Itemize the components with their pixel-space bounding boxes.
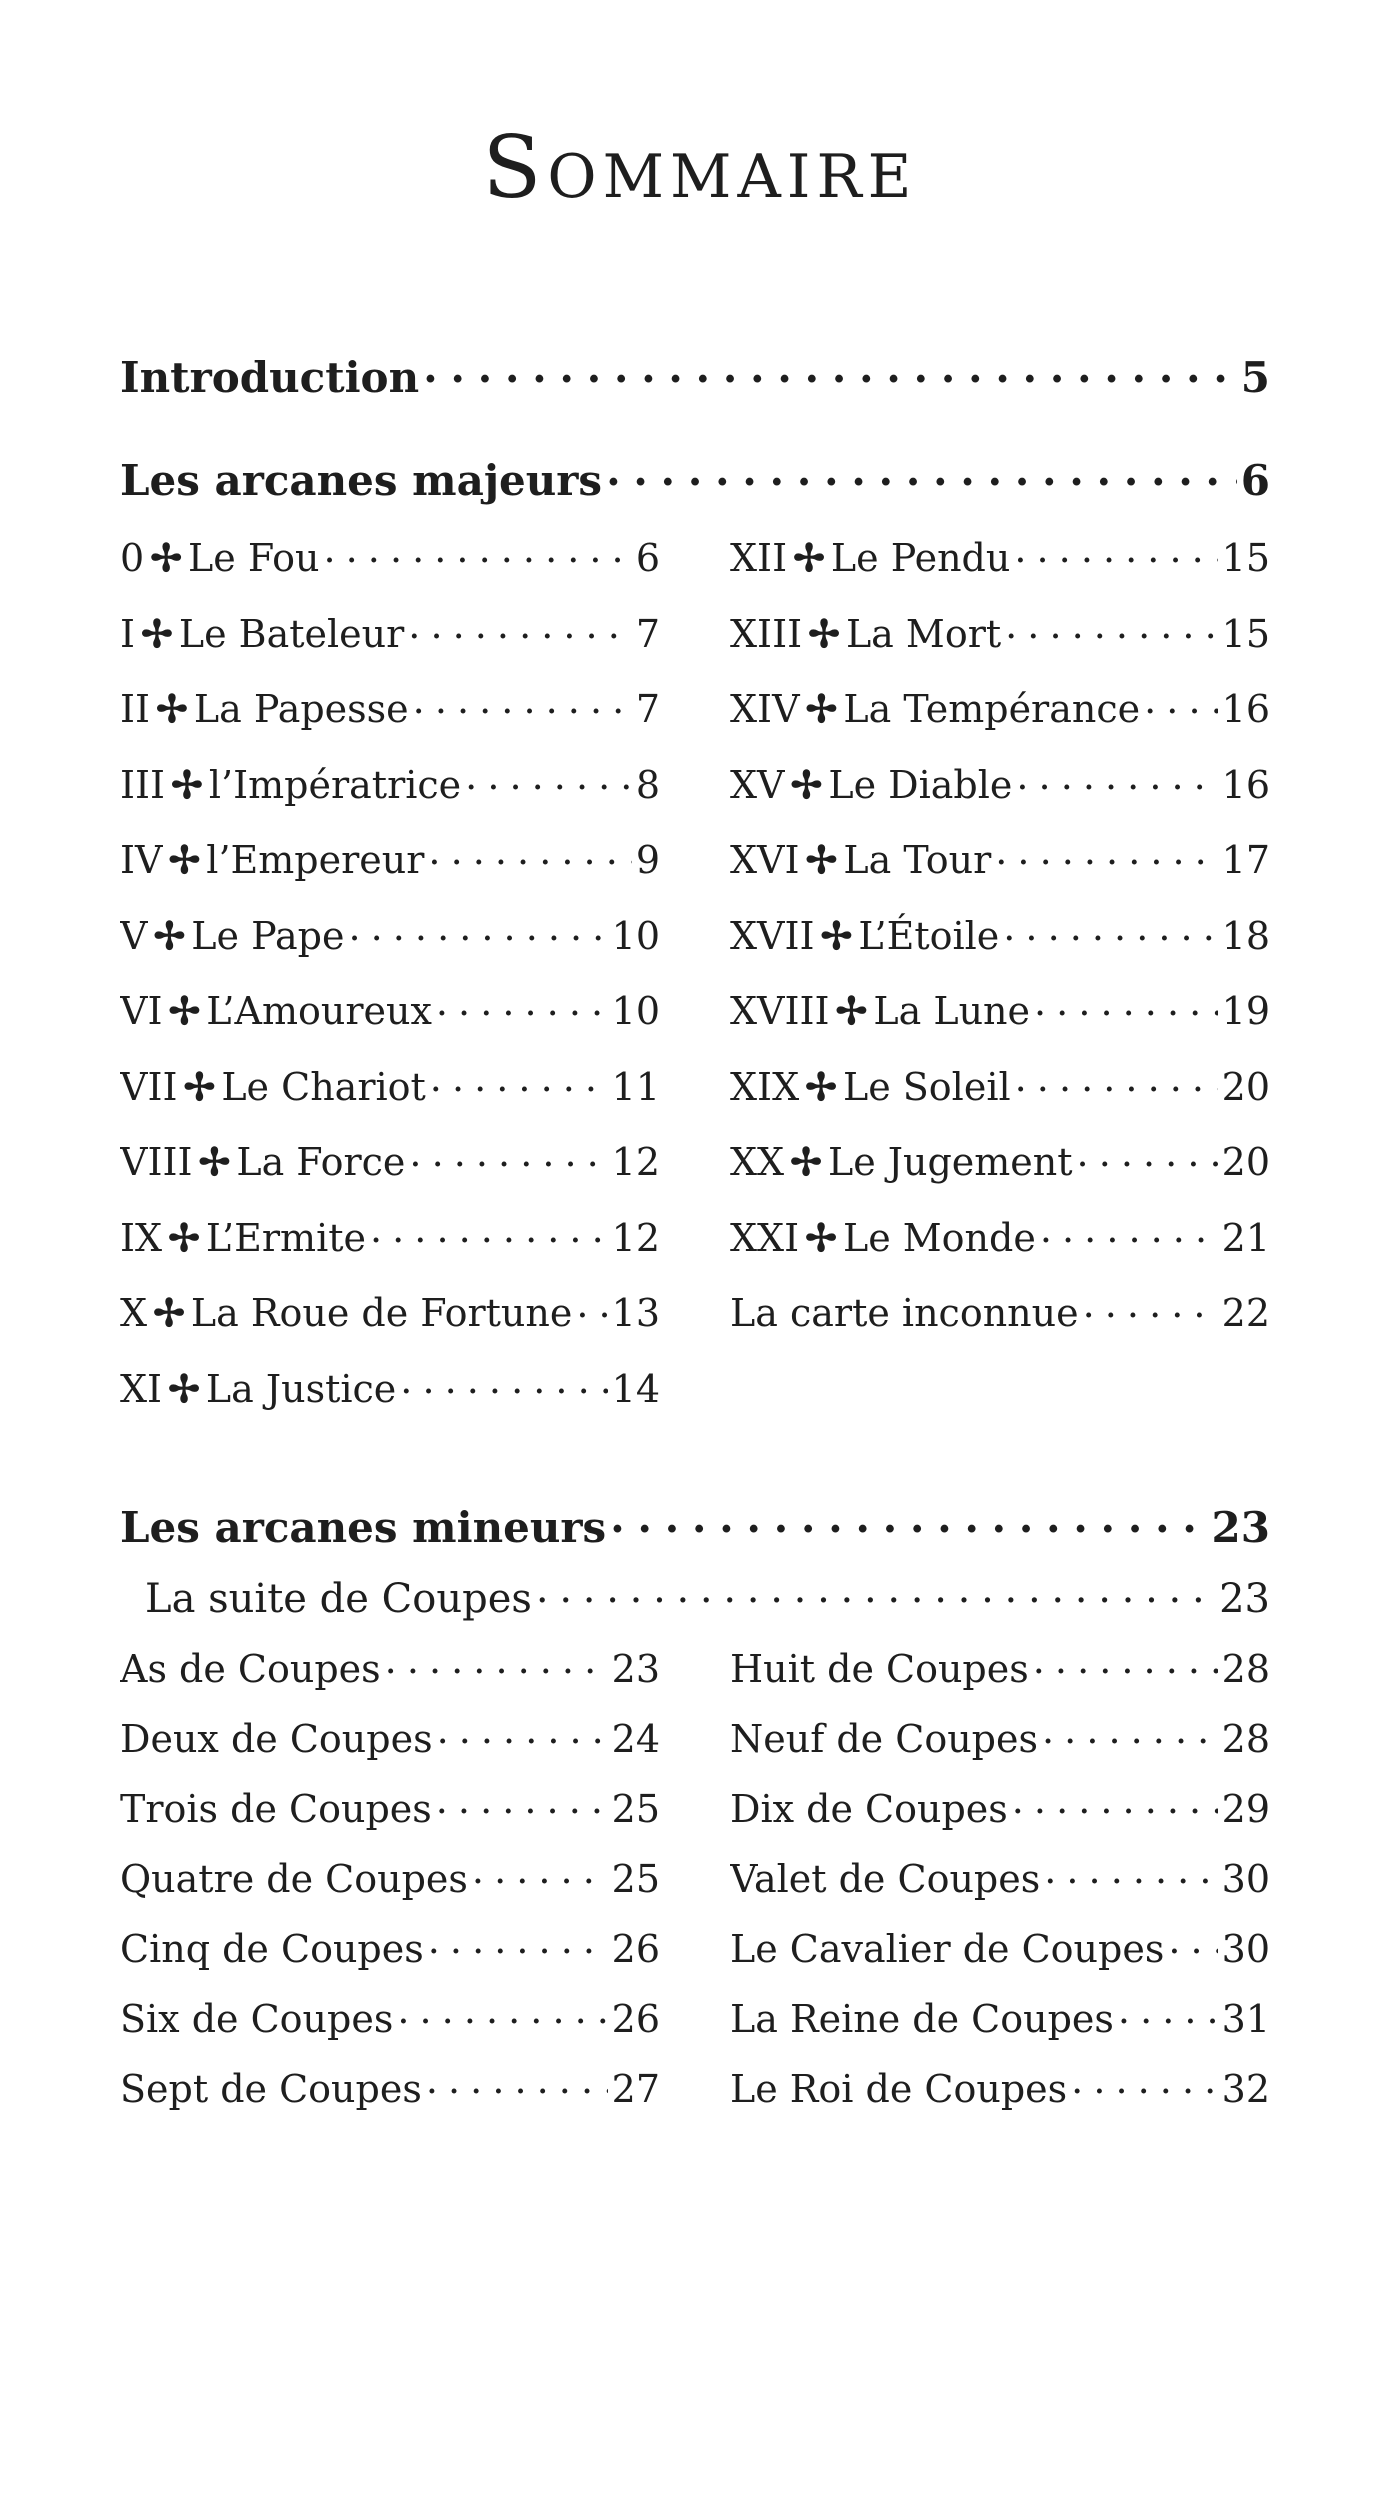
cross-icon: ✢ xyxy=(808,611,840,656)
page-number: 31 xyxy=(1221,1997,1270,2041)
toc-entry-coupe-l2[interactable] xyxy=(120,1784,660,1840)
toc-entry-majeur-l9[interactable] xyxy=(120,1213,660,1269)
page-number: 23 xyxy=(611,1647,660,1691)
toc-entry-coupe-r5[interactable] xyxy=(730,1994,1270,2050)
cross-icon: ✢ xyxy=(805,837,838,882)
section-label: Introduction xyxy=(120,353,420,402)
arcana-numeral: XVII xyxy=(730,914,815,958)
toc-entry-majeur-l1[interactable] xyxy=(120,609,660,665)
entry-name: La Force xyxy=(236,1140,406,1184)
subsection-label: La suite de Coupes xyxy=(145,1576,532,1622)
entry-name: Le Roi de Coupes xyxy=(730,2067,1068,2111)
entry-label xyxy=(730,611,1001,656)
page-number: 29 xyxy=(1221,1787,1270,1831)
entry-label xyxy=(120,1787,432,1831)
dot-leader xyxy=(1077,1137,1218,1175)
entry-label xyxy=(120,988,432,1033)
page-number: 10 xyxy=(611,989,660,1033)
dot-leader xyxy=(423,350,1237,392)
entry-name: Huit de Coupes xyxy=(730,1647,1029,1691)
entry-name: Trois de Coupes xyxy=(120,1787,432,1831)
dot-leader xyxy=(1033,1644,1218,1682)
dot-leader xyxy=(370,1213,608,1251)
page-number: 19 xyxy=(1221,989,1270,1033)
entry-label xyxy=(730,1291,1079,1335)
entry-name: Six de Coupes xyxy=(120,1997,394,2041)
dot-leader xyxy=(323,533,631,571)
entry-name: Le Fou xyxy=(188,536,320,580)
page-number: 15 xyxy=(1221,612,1270,656)
cross-icon: ✢ xyxy=(835,988,868,1033)
entry-name: La carte inconnue xyxy=(730,1291,1079,1335)
entry-label xyxy=(120,1290,572,1335)
entry-label xyxy=(120,837,424,882)
page-number: 7 xyxy=(635,687,660,731)
toc-entry-coupe-l0[interactable] xyxy=(120,1644,660,1700)
dot-leader xyxy=(576,1288,607,1326)
entry-label xyxy=(120,1064,426,1109)
entry-name: As de Coupes xyxy=(120,1647,381,1691)
toc-entry-majeur-r0[interactable] xyxy=(730,533,1270,589)
arcana-numeral: XI xyxy=(120,1367,163,1411)
entry-label xyxy=(120,1647,381,1691)
entry-label xyxy=(730,2067,1067,2111)
entry-label xyxy=(120,611,404,656)
page-number: 25 xyxy=(611,1857,660,1901)
arcana-numeral: XX xyxy=(730,1140,785,1184)
section-label: Les arcanes mineurs xyxy=(120,1503,607,1552)
dot-leader xyxy=(437,1714,608,1752)
page-number: 12 xyxy=(611,1216,660,1260)
arcana-numeral: VI xyxy=(120,989,163,1033)
page-number: 15 xyxy=(1221,536,1270,580)
arcana-numeral: 0 xyxy=(120,536,145,580)
cross-icon: ✢ xyxy=(141,611,173,656)
entry-label xyxy=(120,1366,396,1411)
entry-name: Le Monde xyxy=(842,1216,1036,1260)
cross-icon: ✢ xyxy=(790,1139,822,1184)
page-number: 17 xyxy=(1221,838,1270,882)
arcana-numeral: VIII xyxy=(120,1140,193,1184)
arcana-numeral: IX xyxy=(120,1216,163,1260)
entry-name: La Lune xyxy=(873,989,1031,1033)
cross-icon: ✢ xyxy=(805,1215,837,1260)
cross-icon: ✢ xyxy=(805,686,838,731)
dot-leader xyxy=(1042,1714,1218,1752)
entry-label xyxy=(730,535,1010,580)
page-number: 8 xyxy=(635,763,660,807)
page-number: 23 xyxy=(1219,1576,1270,1622)
dot-leader xyxy=(1016,760,1217,798)
dot-leader xyxy=(436,986,608,1024)
dot-leader xyxy=(426,2064,608,2102)
entry-label xyxy=(730,1927,1164,1971)
page-number: 25 xyxy=(611,1787,660,1831)
page-title: Sommaire xyxy=(482,118,918,218)
page-number: 18 xyxy=(1221,914,1270,958)
toc-entry-majeur-l5[interactable] xyxy=(120,911,660,967)
entry-label xyxy=(730,988,1030,1033)
cross-icon: ✢ xyxy=(805,1064,837,1109)
toc-section-majeurs[interactable] xyxy=(120,453,1270,513)
dot-leader xyxy=(1003,911,1217,949)
page-number: 20 xyxy=(1221,1140,1270,1184)
dot-leader xyxy=(400,1364,607,1402)
toc-entry-majeur-l11[interactable] xyxy=(120,1364,660,1420)
dot-leader xyxy=(436,1784,608,1822)
entry-label xyxy=(120,1139,405,1184)
page-number: 26 xyxy=(611,1997,660,2041)
page-number: 22 xyxy=(1221,1291,1270,1335)
arcana-numeral: XVI xyxy=(730,838,800,882)
dot-leader xyxy=(409,1137,607,1175)
toc-entry-majeur-l3[interactable] xyxy=(120,760,660,816)
dot-leader xyxy=(385,1644,608,1682)
page-number: 14 xyxy=(611,1367,660,1411)
arcana-numeral: VII xyxy=(120,1065,178,1109)
dot-leader xyxy=(1040,1213,1218,1251)
arcana-numeral: II xyxy=(120,687,151,731)
cross-icon: ✢ xyxy=(153,913,186,958)
dot-leader xyxy=(1014,533,1217,571)
entry-label xyxy=(120,686,409,731)
entry-label xyxy=(120,1997,393,2041)
toc-entry-majeur-r8[interactable] xyxy=(730,1137,1270,1193)
page-number: 11 xyxy=(611,1065,660,1109)
entry-name: La Papesse xyxy=(193,687,409,731)
entry-name: La Justice xyxy=(205,1367,397,1411)
page-number: 27 xyxy=(611,2067,660,2111)
arcana-numeral: XXI xyxy=(730,1216,800,1260)
dot-leader xyxy=(1015,1062,1218,1100)
entry-label xyxy=(120,762,461,807)
toc-entry-majeur-l6[interactable] xyxy=(120,986,660,1042)
page-number: 7 xyxy=(635,612,660,656)
entry-label xyxy=(120,1717,433,1761)
dot-leader xyxy=(472,1854,608,1892)
page-number: 32 xyxy=(1221,2067,1270,2111)
page-number: 30 xyxy=(1221,1927,1270,1971)
entry-label xyxy=(730,762,1012,807)
page-number: 20 xyxy=(1221,1065,1270,1109)
dot-leader xyxy=(1118,1994,1218,2032)
arcana-numeral: XIII xyxy=(730,612,803,656)
toc-entry-majeur-r10[interactable] xyxy=(730,1288,1270,1344)
page-number: 16 xyxy=(1221,763,1270,807)
entry-label xyxy=(730,1857,1040,1901)
cross-icon: ✢ xyxy=(168,1366,200,1411)
entry-label xyxy=(730,913,999,958)
toc-entry-majeur-l0[interactable] xyxy=(120,533,660,589)
toc-entry-coupe-r3[interactable] xyxy=(730,1854,1270,1910)
cross-icon: ✢ xyxy=(793,535,825,580)
toc-entry-majeur-r4[interactable] xyxy=(730,835,1270,891)
entry-name: L’Ermite xyxy=(205,1216,366,1260)
dot-leader xyxy=(430,1062,608,1100)
arcana-numeral: XII xyxy=(730,536,788,580)
toc-entry-coupe-r0[interactable] xyxy=(730,1644,1270,1700)
cross-icon: ✢ xyxy=(198,1139,231,1184)
dot-leader xyxy=(1012,1784,1218,1822)
entry-label xyxy=(120,1927,424,1971)
entry-name: Deux de Coupes xyxy=(120,1717,433,1761)
entry-name: Sept de Coupes xyxy=(120,2067,422,2111)
entry-name: Quatre de Coupes xyxy=(120,1857,468,1901)
dot-leader xyxy=(536,1572,1215,1612)
entry-name: l’Impératrice xyxy=(208,763,462,807)
page-number: 30 xyxy=(1221,1857,1270,1901)
entry-name: La Roue de Fortune xyxy=(190,1291,573,1335)
cross-icon: ✢ xyxy=(150,535,183,580)
entry-name: Le Pendu xyxy=(830,536,1011,580)
dot-leader xyxy=(1005,609,1218,647)
toc-entry-majeur-r6[interactable] xyxy=(730,986,1270,1042)
entry-name: Le Jugement xyxy=(827,1140,1073,1184)
entry-label xyxy=(730,686,1140,731)
toc-entry-coupe-r1[interactable] xyxy=(730,1714,1270,1770)
cross-icon: ✢ xyxy=(168,1215,200,1260)
entry-label xyxy=(730,1139,1073,1184)
entry-name: Le Cavalier de Coupes xyxy=(730,1927,1165,1971)
cross-icon: ✢ xyxy=(183,1064,216,1109)
entry-name: Neuf de Coupes xyxy=(730,1717,1038,1761)
toc-subsection-coupes[interactable] xyxy=(145,1572,1270,1630)
toc-entry-majeur-l7[interactable] xyxy=(120,1062,660,1118)
section-label: Les arcanes majeurs xyxy=(120,456,603,505)
entry-name: L’Étoile xyxy=(858,914,1000,958)
toc-entry-coupe-l1[interactable] xyxy=(120,1714,660,1770)
page-number: 23 xyxy=(1211,1503,1270,1552)
dot-leader xyxy=(1083,1288,1218,1326)
entry-label xyxy=(120,2067,422,2111)
dot-leader xyxy=(397,1994,607,2032)
page-number: 6 xyxy=(635,536,660,580)
page-number: 24 xyxy=(611,1717,660,1761)
toc-entry-majeur-r3[interactable] xyxy=(730,760,1270,816)
dot-leader xyxy=(428,835,631,873)
arcana-numeral: V xyxy=(120,914,148,958)
toc-entry-coupe-r6[interactable] xyxy=(730,2064,1270,2120)
toc-entry-coupe-l3[interactable] xyxy=(120,1854,660,1910)
toc-entry-coupe-r4[interactable] xyxy=(730,1924,1270,1980)
toc-section-mineurs[interactable] xyxy=(120,1500,1270,1560)
entry-name: La Tour xyxy=(843,838,992,882)
page-number: 16 xyxy=(1221,687,1270,731)
toc-entry-majeur-l10[interactable] xyxy=(120,1288,660,1344)
entry-label xyxy=(730,1717,1038,1761)
toc-entry-majeur-r2[interactable] xyxy=(730,684,1270,740)
dot-leader xyxy=(1168,1924,1217,1962)
page-number: 28 xyxy=(1221,1717,1270,1761)
toc-entry-majeur-r5[interactable] xyxy=(730,911,1270,967)
entry-name: Dix de Coupes xyxy=(730,1787,1008,1831)
cross-icon: ✢ xyxy=(820,913,853,958)
page-number: 13 xyxy=(611,1291,660,1335)
entry-label xyxy=(730,1215,1036,1260)
toc-entry-coupe-l6[interactable] xyxy=(120,2064,660,2120)
dot-leader xyxy=(1071,2064,1217,2102)
cross-icon: ✢ xyxy=(171,762,203,807)
entry-label xyxy=(120,535,319,580)
arcana-numeral: XVIII xyxy=(730,989,830,1033)
entry-name: La Reine de Coupes xyxy=(730,1997,1114,2041)
arcana-numeral: III xyxy=(120,763,166,807)
dot-leader xyxy=(610,1500,1207,1542)
dot-leader xyxy=(348,911,607,949)
toc-entry-coupe-r2[interactable] xyxy=(730,1784,1270,1840)
arcana-numeral: XIX xyxy=(730,1065,800,1109)
arcana-numeral: IV xyxy=(120,838,163,882)
entry-name: Le Chariot xyxy=(221,1065,426,1109)
toc-entry-coupe-l4[interactable] xyxy=(120,1924,660,1980)
page-number: 28 xyxy=(1221,1647,1270,1691)
page-number: 10 xyxy=(611,914,660,958)
dot-leader xyxy=(1034,986,1218,1024)
arcana-numeral: X xyxy=(120,1291,148,1335)
dot-leader xyxy=(606,453,1237,495)
page-number: 12 xyxy=(611,1140,660,1184)
toc-entry-majeur-r9[interactable] xyxy=(730,1213,1270,1269)
dot-leader xyxy=(465,760,632,798)
arcana-numeral: XIV xyxy=(730,687,800,731)
entry-name: Valet de Coupes xyxy=(730,1857,1041,1901)
entry-name: Le Bateleur xyxy=(178,612,405,656)
toc-entry-coupe-l5[interactable] xyxy=(120,1994,660,2050)
cross-icon: ✢ xyxy=(156,686,188,731)
entry-name: L’Amoureux xyxy=(206,989,432,1033)
toc-entry-majeur-r1[interactable] xyxy=(730,609,1270,665)
entry-label xyxy=(120,913,344,958)
toc-entry-majeur-l8[interactable] xyxy=(120,1137,660,1193)
entry-label xyxy=(120,1215,366,1260)
arcana-numeral: I xyxy=(120,612,136,656)
entry-label xyxy=(730,1647,1029,1691)
dot-leader xyxy=(428,1924,608,1962)
entry-name: Le Diable xyxy=(828,763,1013,807)
dot-leader xyxy=(413,684,632,722)
cross-icon: ✢ xyxy=(153,1290,185,1335)
entry-name: La Mort xyxy=(845,612,1002,656)
entry-label xyxy=(730,837,991,882)
entry-label xyxy=(730,1787,1008,1831)
entry-name: Le Soleil xyxy=(842,1065,1011,1109)
entry-label xyxy=(730,1064,1011,1109)
arcana-numeral: XV xyxy=(730,763,785,807)
page-number: 9 xyxy=(635,838,660,882)
entry-label xyxy=(120,1857,468,1901)
entry-name: l’Empereur xyxy=(206,838,425,882)
toc-entry-majeur-l2[interactable] xyxy=(120,684,660,740)
page-number: 6 xyxy=(1240,456,1270,505)
entry-name: La Tempérance xyxy=(843,687,1141,731)
cross-icon: ✢ xyxy=(168,837,201,882)
toc-entry-majeur-l4[interactable] xyxy=(120,835,660,891)
entry-name: Le Pape xyxy=(191,914,345,958)
dot-leader xyxy=(1044,1854,1217,1892)
dot-leader xyxy=(408,609,632,647)
entry-name: Cinq de Coupes xyxy=(120,1927,424,1971)
entry-label xyxy=(730,1997,1114,2041)
dot-leader xyxy=(995,835,1217,873)
cross-icon: ✢ xyxy=(790,762,823,807)
page-number: 26 xyxy=(611,1927,660,1971)
page-number: 21 xyxy=(1221,1216,1270,1260)
cross-icon: ✢ xyxy=(168,988,201,1033)
page-number: 5 xyxy=(1240,353,1270,402)
toc-section-introduction[interactable] xyxy=(120,350,1270,410)
toc-entry-majeur-r7[interactable] xyxy=(730,1062,1270,1118)
dot-leader xyxy=(1144,684,1218,722)
